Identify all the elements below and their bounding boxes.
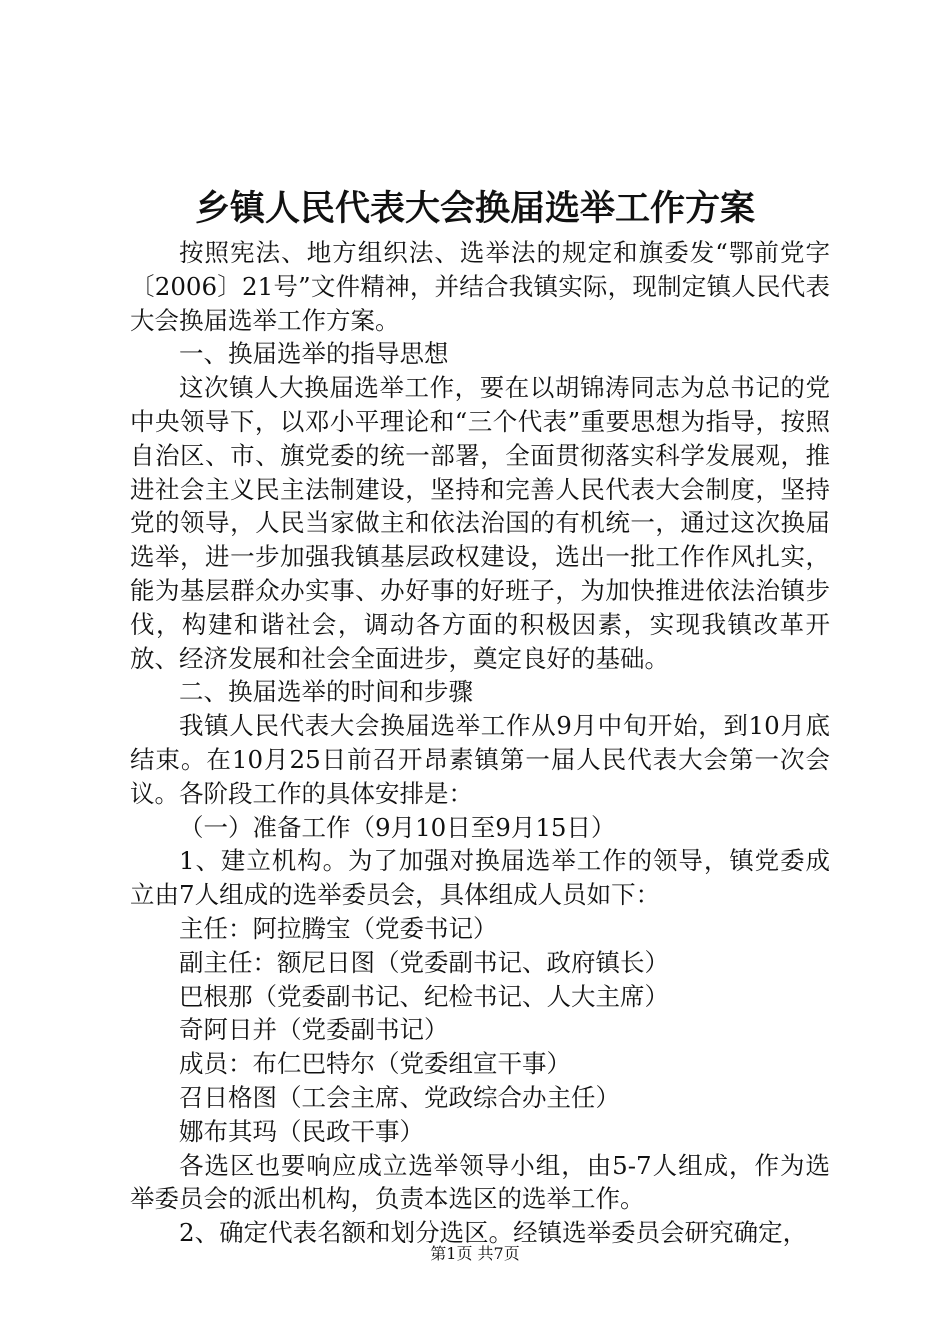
subsection-heading-prep: （一）准备工作（9月10日至9月15日） (179, 812, 616, 842)
member-director: 主任：阿拉腾宝（党委书记） (179, 913, 498, 943)
paragraph-intro: 按照宪法、地方组织法、选举法的规定和旗委发“鄂前党字〔2006〕21号”文件精神，并结合我镇实际，现制定镇人民代表大会换届选举工作方案。 (130, 238, 830, 335)
member-3: 娜布其玛（民政干事） (179, 1116, 424, 1146)
member-1: 成员：布仁巴特尔（党委组宣干事） (179, 1049, 571, 1079)
paragraph-district-groups: 各选区也要响应成立选举领导小组，由5-7人组成，作为选举委员会的派出机构，负责本选区的选举工作。 (130, 1150, 830, 1214)
section-heading-1: 一、换届选举的指导思想 (179, 339, 449, 369)
paragraph-schedule: 我镇人民代表大会换届选举工作从9月中旬开始，到10月底结束。在10月25日前召开昂素镇第一届人民代表大会第一次会议。各阶段工作的具体安排是： (130, 711, 830, 808)
page-number: 第1页 共7页 (430, 1244, 520, 1263)
member-deputy-1: 副主任：额尼日图（党委副书记、政府镇长） (179, 947, 669, 977)
document-body (130, 236, 830, 1250)
paragraph-quota: 2、确定代表名额和划分选区。经镇选举委员会研究确定， (179, 1218, 808, 1248)
section-heading-2: 二、换届选举的时间和步骤 (179, 677, 473, 707)
member-deputy-3: 奇阿日并（党委副书记） (179, 1015, 449, 1045)
member-2: 召日格图（工会主席、党政综合办主任） (179, 1082, 620, 1112)
member-deputy-2: 巴根那（党委副书记、纪检书记、人大主席） (179, 981, 669, 1011)
paragraph-guiding-thought: 这次镇人大换届选举工作，要在以胡锦涛同志为总书记的党中央领导下，以邓小平理论和“三个代表”重要思想为指导，按照自治区、市、旗党委的统一部署，全面贯彻落实科学发展观，推进社会主义民主法制建设，坚持和完善人民代表大会制度，坚持党的领导，人民当家做主和依法治国的有机统一，通过这次换届选举，进一步加强我镇基层政权建设，选出一批工作作风扎实，能为基层群众办实事、办好事的好班子，为加快推进依法治镇步伐，构建和谐社会，调动各方面的积极因素，实现我镇改革开放、经济发展和社会全面进步，奠定良好的基础。 (130, 373, 830, 673)
paragraph-organization: 1、建立机构。为了加强对换届选举工作的领导，镇党委成立由7人组成的选举委员会，具体组成人员如下： (130, 846, 830, 910)
document-title: 乡镇人民代表大会换届选举工作方案 (194, 188, 755, 229)
